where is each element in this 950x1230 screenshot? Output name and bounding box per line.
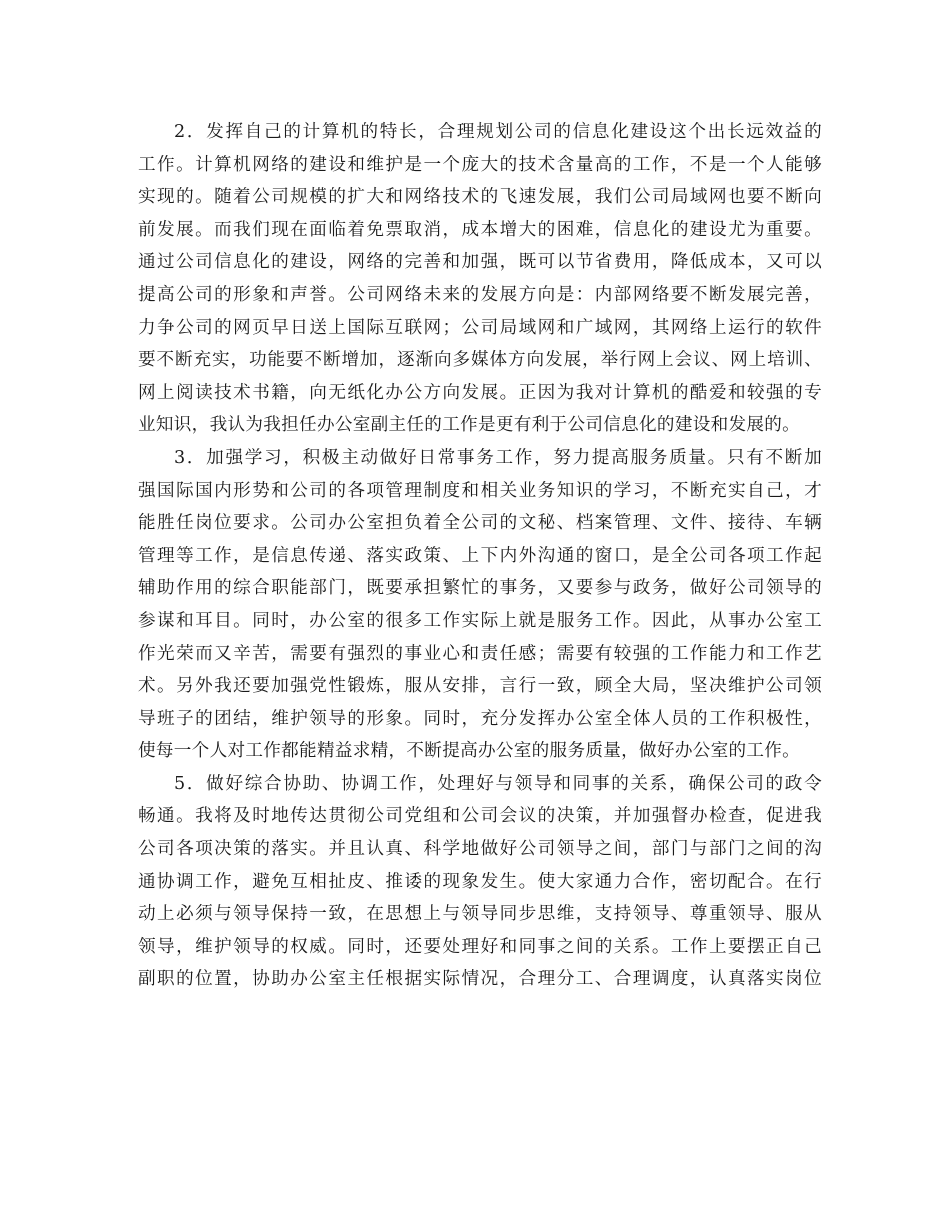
text-line: 导班子的团结，维护领导的形象。同时，充分发挥办公室全体人员的工作积极性，	[138, 708, 822, 729]
text-line: 要不断充实，功能要不断增加，逐渐向多媒体方向发展，举行网上会议、网上培训、	[138, 350, 822, 371]
text-line: 通过公司信息化的建设，网络的完善和加强，既可以节省费用，降低成本，又可以	[138, 252, 822, 273]
text-line: 通协调工作，避免互相扯皮、推诿的现象发生。使大家通力合作，密切配合。在行	[138, 871, 822, 892]
text-line: 实现的。随着公司规模的扩大和网络技术的飞速发展，我们公司局域网也要不断向	[138, 187, 822, 208]
text-line: 5．做好综合协助、协调工作，处理好与领导和同事的关系，确保公司的政令	[174, 773, 822, 794]
text-line: 前发展。而我们现在面临着免票取消，成本增大的困难，信息化的建设尤为重要。	[138, 219, 822, 240]
text-line: 提高公司的形象和声誉。公司网络未来的发展方向是：内部网络要不断发展完善，	[138, 284, 822, 305]
text-line: 作光荣而又辛苦，需要有强烈的事业心和责任感；需要有较强的工作能力和工作艺	[138, 643, 822, 664]
text-line: 副职的位置，协助办公室主任根据实际情况，合理分工、合理调度，认真落实岗位	[138, 969, 822, 990]
paragraph-item-5	[138, 768, 822, 996]
text-line: 3．加强学习，积极主动做好日常事务工作，努力提高服务质量。只有不断加	[174, 447, 822, 468]
text-line: 网上阅读技术书籍，向无纸化办公方向发展。正因为我对计算机的酷爱和较强的专	[138, 382, 822, 403]
paragraph-item-2	[138, 116, 822, 442]
document-page	[138, 116, 822, 996]
text-line: 术。另外我还要加强党性锻炼，服从安排，言行一致，顾全大局，坚决维护公司领	[138, 676, 822, 697]
text-line: 辅助作用的综合职能部门，既要承担繁忙的事务，又要参与政务，做好公司领导的	[138, 578, 822, 599]
text-line: 工作。计算机网络的建设和维护是一个庞大的技术含量高的工作，不是一个人能够	[138, 154, 822, 175]
text-line: 强国际国内形势和公司的各项管理制度和相关业务知识的学习，不断充实自己，才	[138, 480, 822, 501]
text-line: 领导，维护领导的权威。同时，还要处理好和同事之间的关系。工作上要摆正自己	[138, 936, 822, 957]
text-line: 业知识，我认为我担任办公室副主任的工作是更有利于公司信息化的建设和发展的。	[138, 415, 801, 436]
text-line: 力争公司的网页早日送上国际互联网；公司局域网和广域网，其网络上运行的软件	[138, 317, 822, 338]
text-line: 畅通。我将及时地传达贯彻公司党组和公司会议的决策，并加强督办检查，促进我	[138, 806, 822, 827]
text-line: 2．发挥自己的计算机的特长，合理规划公司的信息化建设这个出长远效益的	[174, 122, 822, 142]
text-line: 能胜任岗位要求。公司办公室担负着全公司的文秘、档案管理、文件、接待、车辆	[138, 513, 822, 534]
paragraph-item-3	[138, 442, 822, 768]
text-line: 动上必须与领导保持一致，在思想上与领导同步思维，支持领导、尊重领导、服从	[138, 904, 822, 925]
text-line: 管理等工作，是信息传递、落实政策、上下内外沟通的窗口，是全公司各项工作起	[138, 545, 822, 566]
text-line: 公司各项决策的落实。并且认真、科学地做好公司领导之间，部门与部门之间的沟	[138, 839, 822, 860]
text-line: 使每一个人对工作都能精益求精，不断提高办公室的服务质量，做好办公室的工作。	[138, 741, 801, 762]
text-line: 参谋和耳目。同时，办公室的很多工作实际上就是服务工作。因此，从事办公室工	[138, 610, 822, 631]
